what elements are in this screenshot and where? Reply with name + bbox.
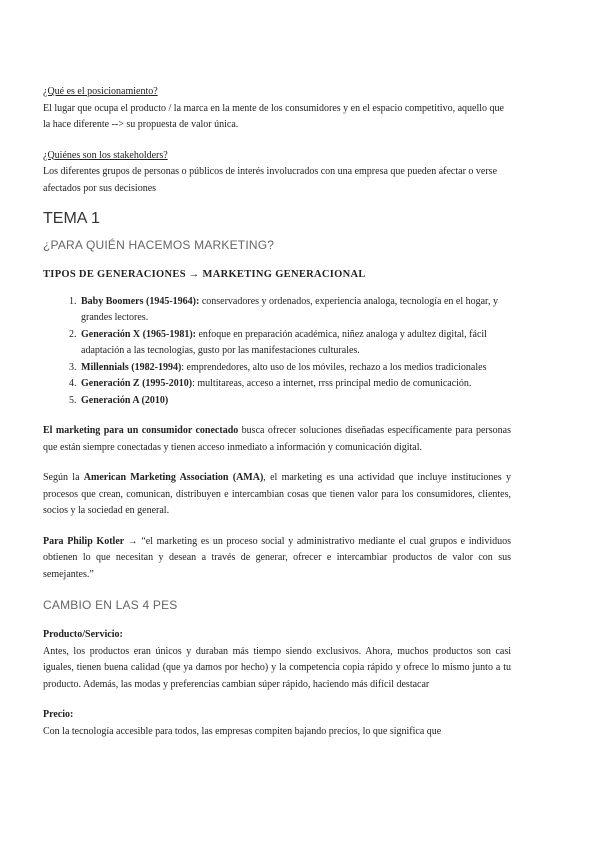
generation-desc: : emprendedores, alto uso de los móviles, rechazo a los medios tradicionales bbox=[181, 361, 487, 373]
heading-4p: CAMBIO EN LAS 4 PES bbox=[43, 598, 178, 612]
paragraph-text: Según la bbox=[43, 472, 84, 483]
paragraph-text: busca ofrecer soluciones diseñadas específicamente para personas que están siempre conectadas y tienen acceso inmediato a información y comunicación digital. bbox=[43, 425, 511, 453]
list-item bbox=[79, 327, 511, 360]
paragraph-connected-consumer bbox=[43, 423, 511, 456]
list-item bbox=[79, 376, 511, 393]
generation-name: Millennials (1982-1994) bbox=[81, 361, 182, 373]
heading-tema: TEMA 1 bbox=[43, 210, 100, 227]
producto-text: Antes, los productos eran únicos y duraban más tiempo siendo exclusivos. Ahora, muchos productos son casi iguales, tienen buena calidad (que ya damos por hecho) y la competencia copia rápido y ofrece lo mismo junto a tu producto. Además, las modas y preferencias cambian súper rápido, haciendo más difícil destacar bbox=[43, 645, 511, 690]
generations-list bbox=[43, 294, 511, 410]
generation-name: Generación X (1965-1981): bbox=[81, 328, 196, 340]
document-content bbox=[43, 84, 511, 740]
paragraph-kotler bbox=[43, 534, 511, 584]
generation-desc: enfoque en preparación académica, niñez analoga y adultez digital, fácil adaptación a las tecnologías, gusto por las manifestaciones culturales. bbox=[81, 328, 487, 356]
generation-desc: : multitareas, acceso a internet, rrss principal medio de comunicación. bbox=[192, 378, 472, 389]
bold-phrase: American Marketing Association (AMA) bbox=[83, 472, 264, 483]
generation-name: Baby Boomers (1945-1964): bbox=[81, 295, 200, 307]
section-title-generations: TIPOS DE GENERACIONES → MARKETING GENERACIONAL bbox=[43, 269, 366, 280]
question-positioning: ¿Qué es el posicionamiento? bbox=[43, 86, 158, 97]
precio-label: Precio: bbox=[43, 709, 74, 720]
section-producto bbox=[43, 627, 511, 693]
heading-subtitle: ¿PARA QUIÉN HACEMOS MARKETING? bbox=[43, 238, 275, 252]
generation-name: Generación A (2010) bbox=[81, 394, 169, 406]
section-precio bbox=[43, 707, 511, 740]
paragraph-text: , el marketing es una actividad que incluye instituciones y procesos que crean, comunican, distribuyen e intercambian cosas que tienen valor para los consumidores, clientes, socios y la sociedad en general. bbox=[43, 472, 511, 516]
precio-text: Con la tecnología accesible para todos, las empresas compiten bajando precios, lo que significa que bbox=[43, 725, 442, 737]
paragraph-ama bbox=[43, 470, 511, 520]
list-item bbox=[79, 360, 511, 377]
generation-name: Generación Z (1995-2010) bbox=[81, 378, 193, 389]
list-item bbox=[79, 393, 511, 410]
list-item bbox=[79, 294, 511, 327]
answer-positioning: El lugar que ocupa el producto / la marca en la mente de los consumidores y en el espacio competitivo, aquello que la hace diferente --> su propuesta de valor única. bbox=[43, 102, 504, 130]
producto-label: Producto/Servicio: bbox=[43, 629, 123, 640]
answer-stakeholders: Los diferentes grupos de personas o públicos de interés involucrados con una empresa que pueden afectar o verse afectados por sus decisiones bbox=[43, 166, 498, 194]
generation-desc: conservadores y ordenados, experiencia analoga, tecnología en el hogar, y grandes lectores. bbox=[81, 295, 498, 323]
question-stakeholders: ¿Quiénes son los stakeholders? bbox=[43, 149, 168, 161]
paragraph-text: “el marketing es un proceso social y administrativo mediante el cual grupos e individuos obtienen lo que necesitan y desean a través de generar, ofrecer e intercambiar productos de valor con sus semejantes.” bbox=[43, 535, 511, 580]
bold-phrase: Para Philip Kotler → bbox=[43, 535, 138, 547]
bold-phrase: El marketing para un consumidor conectado bbox=[43, 425, 239, 436]
